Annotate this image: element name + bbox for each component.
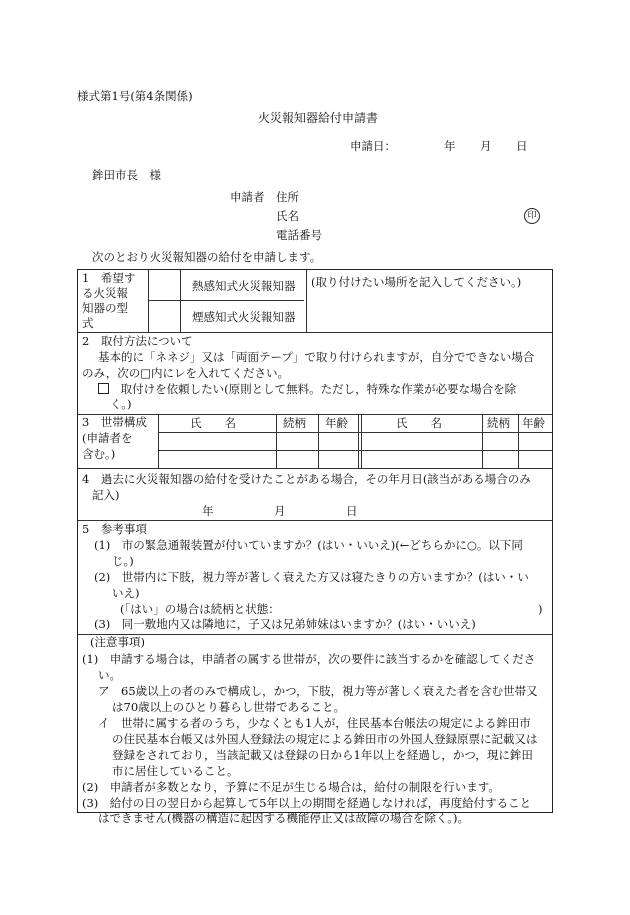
date-label: 申請日： xyxy=(350,139,396,153)
household-col-age-1: 年齢 xyxy=(325,416,348,430)
seal-mark xyxy=(524,207,540,224)
form-number: 様式第1号(第4条関係) xyxy=(77,89,193,103)
install-request-checkbox[interactable] xyxy=(98,383,109,394)
section1-label-4: 式 xyxy=(82,316,94,330)
notes-n1-line2: い。 xyxy=(98,668,121,682)
household-col-name-1: 氏 名 xyxy=(190,416,236,430)
section4-day: 日 xyxy=(346,504,358,518)
notes-heading: (注意事項) xyxy=(90,635,145,649)
section4-month: 月 xyxy=(274,504,286,518)
notes-a-line2: は70歳以上のひとり暮らし世帯であること。 xyxy=(112,700,346,714)
section5-q2-line1: (2) 世帯内に下肢，視力等が著しく衰えた方又は寝たきりの方いますか？(はい・い xyxy=(94,570,529,584)
section2-line3: 取付けを依頼したい(原則として無料。ただし，特殊な作業が必要な場合を除 xyxy=(120,382,517,396)
addressee: 鉾田市長 様 xyxy=(92,168,161,182)
section3-label-1: 3 世帯構成 xyxy=(82,415,147,429)
install-location-note: (取り付けたい場所を記入してください。) xyxy=(311,275,522,289)
notes-i-line4: 市に居住していること。 xyxy=(112,764,239,778)
section4-line2: 記入) xyxy=(92,488,120,502)
section1-label-2: る火災報 xyxy=(82,286,128,300)
notes-n3-line2: はできません(機器の構造に起因する機能停止又は故障の場合を除く。)。 xyxy=(98,811,469,825)
notes-n1-line1: (1) 申請する場合は，申請者の属する世帯が，次の要件に該当するかを確認してくださ xyxy=(82,652,536,666)
section2-line4: く。) xyxy=(110,397,132,411)
section5-q3: (3) 同一敷地内又は隣地に，子又は兄弟姉妹はいますか？(はい・いいえ) xyxy=(94,617,476,631)
section5-q1-line2: じ。) xyxy=(112,554,134,568)
household-col-age-2: 年齢 xyxy=(522,416,545,430)
section5-q2-sub: (「はい」の場合は続柄と状態： xyxy=(120,602,280,616)
intro-text: 次のとおり火災報知器の給付を申請します。 xyxy=(92,250,322,264)
section5-q2-sub-close: ) xyxy=(538,602,543,616)
section5-q2-line2: いえ) xyxy=(112,586,140,600)
household-col-relation-2: 続柄 xyxy=(487,416,510,430)
notes-n2: (2) 申請者が多数となり，予算に不足が生じる場合は，給付の制限を行います。 xyxy=(82,780,500,794)
household-col-relation-1: 続柄 xyxy=(283,416,306,430)
section2-line2: のみ，次の□内にレを入れてください。 xyxy=(82,366,290,380)
section1-label-3: 知器の型 xyxy=(82,301,128,315)
address-label: 住所 xyxy=(276,190,299,204)
date-year: 年 xyxy=(444,139,456,153)
option-smoke-detector: 煙感知式火災報知器 xyxy=(192,310,296,324)
section5-heading: 5 参考事項 xyxy=(82,522,147,536)
section4-line1: 4 過去に火災報知器の給付を受けたことがある場合，その年月日(該当がある場合のみ xyxy=(82,472,531,486)
notes-n3-line1: (3) 給付の日の翌日から起算して5年以上の期間を経過しなければ，再度給付すること xyxy=(82,796,532,810)
option-heat-detector: 熱感知式火災報知器 xyxy=(192,279,296,293)
section2-line1: 基本的に「ネネジ」又は「両面テープ」で取り付けられますが，自分でできない場合 xyxy=(98,350,535,364)
seal-mark-text: 印 xyxy=(524,208,540,224)
applicant-label: 申請者 xyxy=(230,190,265,204)
install-request-checkbox-row xyxy=(98,381,516,397)
household-col-name-2: 氏 名 xyxy=(396,416,442,430)
section3-label-3: 含む。) xyxy=(82,447,116,461)
section3-label-2: (申請者を xyxy=(82,431,133,445)
notes-i-line1: イ 世帯に属する者のうち，少なくとも1人が，住民基本台帳法の規定による鉾田市 xyxy=(98,716,531,730)
notes-a-line1: ア 65歳以上の者のみで構成し，かつ，下肢，視力等が著しく衰えた者を含む世帯又 xyxy=(98,684,538,698)
phone-label: 電話番号 xyxy=(276,228,322,242)
section5-q1-line1: (1) 市の緊急通報装置が付いていますか？(はい・いいえ)(←どちらかに○。以下同 xyxy=(94,538,523,552)
section4-year: 年 xyxy=(202,504,214,518)
section1-label-1: 1 希望す xyxy=(82,271,136,285)
notes-i-line3: 登録をされており，当該記載又は登録の日から1年以上を経過し，かつ，現に鉾田 xyxy=(112,748,533,762)
section2-heading: 2 取付方法について xyxy=(82,334,193,348)
notes-i-line2: の住民基本台帳又は外国人登録法の規定による鉾田市の外国人登録原票に記載又は xyxy=(112,732,538,746)
date-month: 月 xyxy=(480,139,492,153)
application-form-table xyxy=(77,269,553,825)
page-title: 火災報知器給付申請書 xyxy=(258,111,379,125)
name-label: 氏名 xyxy=(276,209,299,223)
date-day: 日 xyxy=(516,139,528,153)
